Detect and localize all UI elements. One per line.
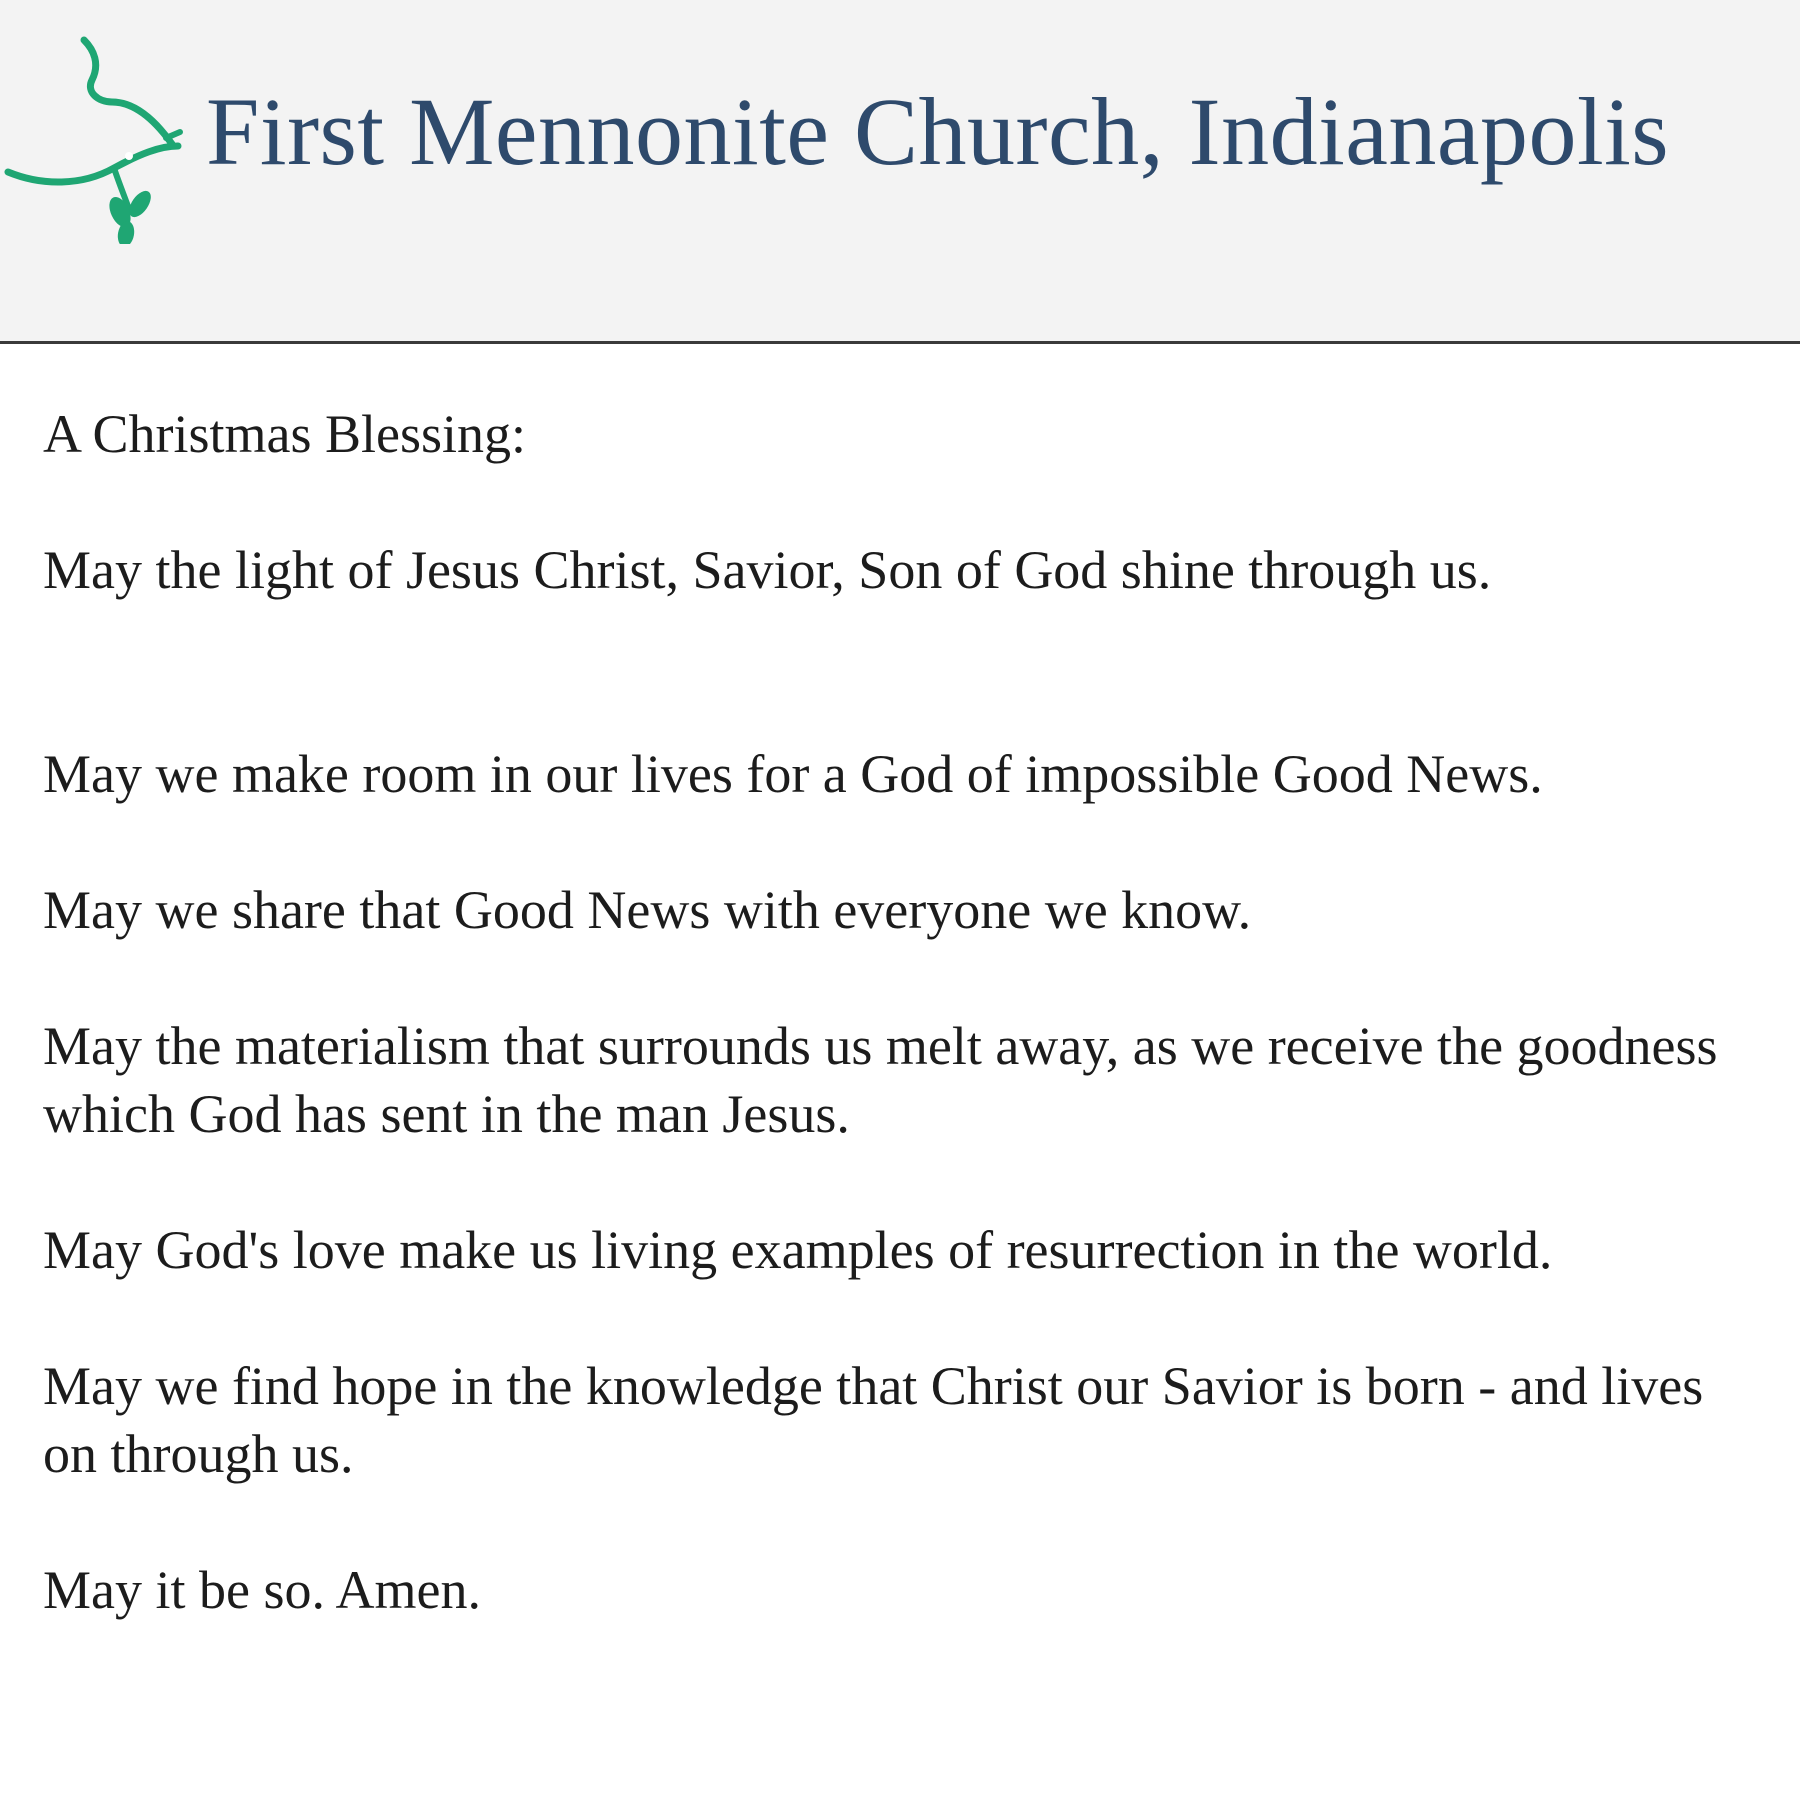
dove-with-olive-branch-icon[interactable] (2, 36, 184, 244)
blessing-paragraph: May we make room in our lives for a God of impossible Good News. (43, 744, 1543, 804)
post-heading: A Christmas Blessing: (43, 404, 527, 464)
blessing-post (43, 400, 1763, 1624)
blessing-paragraph: May the materialism that surrounds us melt away, as we receive the goodness which God has sent in the man Jesus. (43, 1016, 1718, 1144)
site-header (0, 0, 1800, 344)
blessing-paragraph: May God's love make us living examples of resurrection in the world. (43, 1220, 1553, 1280)
blessing-paragraph: May the light of Jesus Christ, Savior, Son of God shine through us. (43, 540, 1492, 600)
blessing-paragraph: May we share that Good News with everyone we know. (43, 880, 1252, 940)
blessing-paragraph: May we find hope in the knowledge that Christ our Savior is born - and lives on through us. (43, 1356, 1704, 1484)
blessing-paragraph: May it be so. Amen. (43, 1560, 481, 1620)
site-title[interactable]: First Mennonite Church, Indianapolis (206, 78, 1670, 185)
